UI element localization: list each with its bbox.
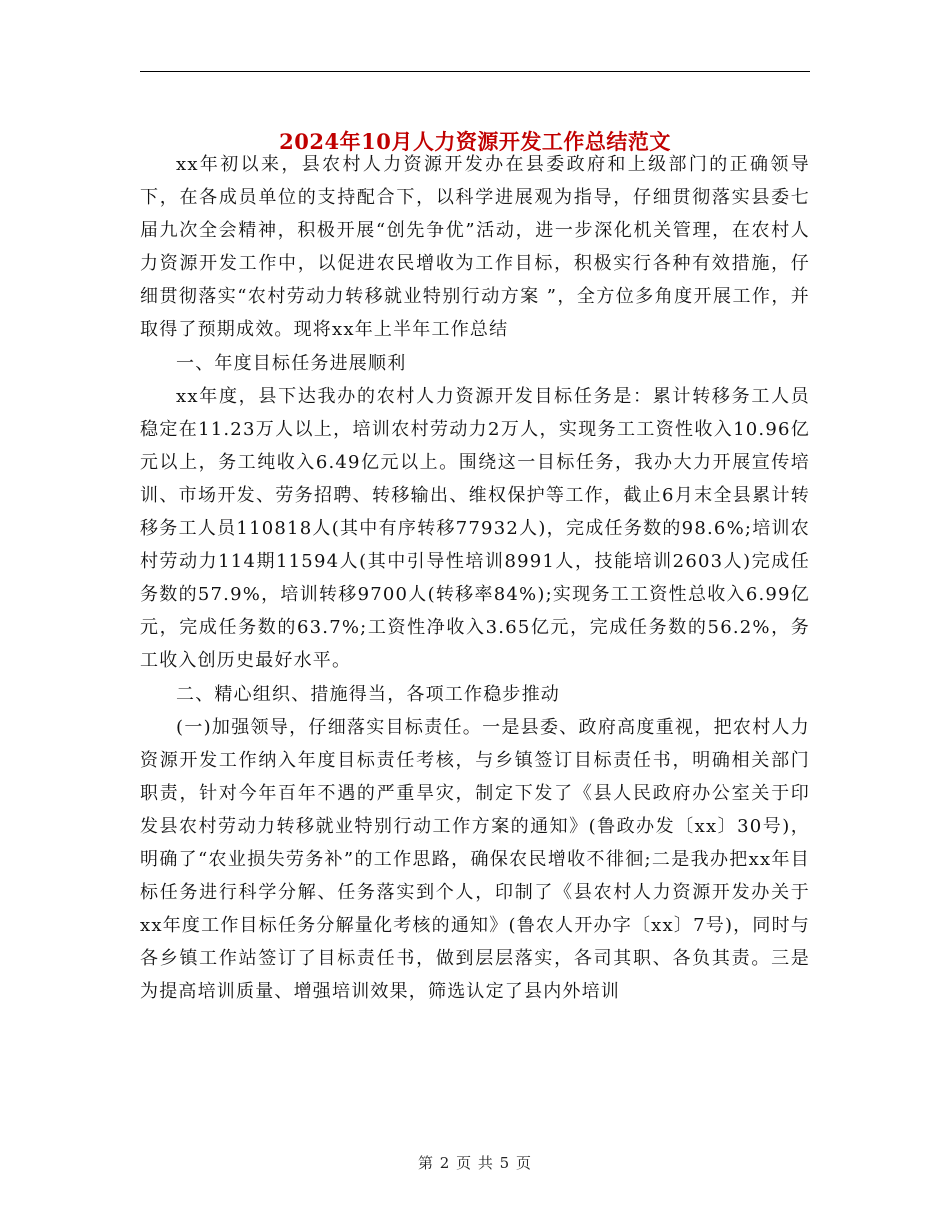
paragraph-targets: xx年度，县下达我办的农村人力资源开发目标任务是：累计转移务工人员稳定在11.23万人以上，培训农村劳动力2万人，实现务工工资性收入10.96亿元以上，务工纯收入6.49亿元以上。围绕这一目标任务，我办大力开展宣传培训、市场开发、劳务招聘、转移输出、维权保护等工作，截止6月末全县累计转移务工人员110818人(其中有序转移77932人)，完成任务数的98.6%;培训农村劳动力114期11594人(其中引导性培训8991人，技能培训2603人)完成任务数的57.9%，培训转移9700人(转移率84%);实现务工工资性总收入6.99亿元，完成任务数的63.7%;工资性净收入3.65亿元，完成任务数的56.2%，务工收入创历史最好水平。 (140, 385, 810, 672)
header-rule (140, 71, 810, 72)
section-heading-2: 二、精心组织、措施得当，各项工作稳步推动 (176, 683, 560, 705)
paragraph-leadership: (一)加强领导，仔细落实目标责任。一是县委、政府高度重视，把农村人力资源开发工作纳入年度目标责任考核，与乡镇签订目标责任书，明确相关部门职责，针对今年百年不遇的严重旱灾，制定下发了《县人民政府办公室关于印发县农村劳动力转移就业特别行动工作方案的通知》(鲁政办发〔xx〕30号)，明确了“农业损失劳务补”的工作思路，确保农民增收不徘徊;二是我办把xx年目标任务进行科学分解、任务落实到个人，印制了《县农村人力资源开发办关于xx年度工作目标任务分解量化考核的通知》(鲁农人开办字〔xx〕7号)，同时与各乡镇工作站签订了目标责任书，做到层层落实，各司其职、各负其责。三是为提高培训质量、增强培训效果，筛选认定了县内外培训 (140, 716, 810, 1003)
page-number-footer: 第 2 页 共 5 页 (418, 1154, 532, 1172)
section-heading-1: 一、年度目标任务进展顺利 (176, 352, 407, 374)
document-body (140, 148, 810, 1008)
document-title: 2024年10月人力资源开发工作总结范文 (279, 129, 671, 155)
paragraph-intro: xx年初以来，县农村人力资源开发办在县委政府和上级部门的正确领导下，在各成员单位的支持配合下，以科学进展观为指导，仔细贯彻落实县委七届九次全会精神，积极开展“创先争优”活动，进一步深化机关管理，在农村人力资源开发工作中，以促进农民增收为工作目标，积极实行各种有效措施，仔细贯彻落实“农村劳动力转移就业特别行动方案 ”，全方位多角度开展工作，并取得了预期成效。现将xx年上半年工作总结 (140, 154, 810, 341)
